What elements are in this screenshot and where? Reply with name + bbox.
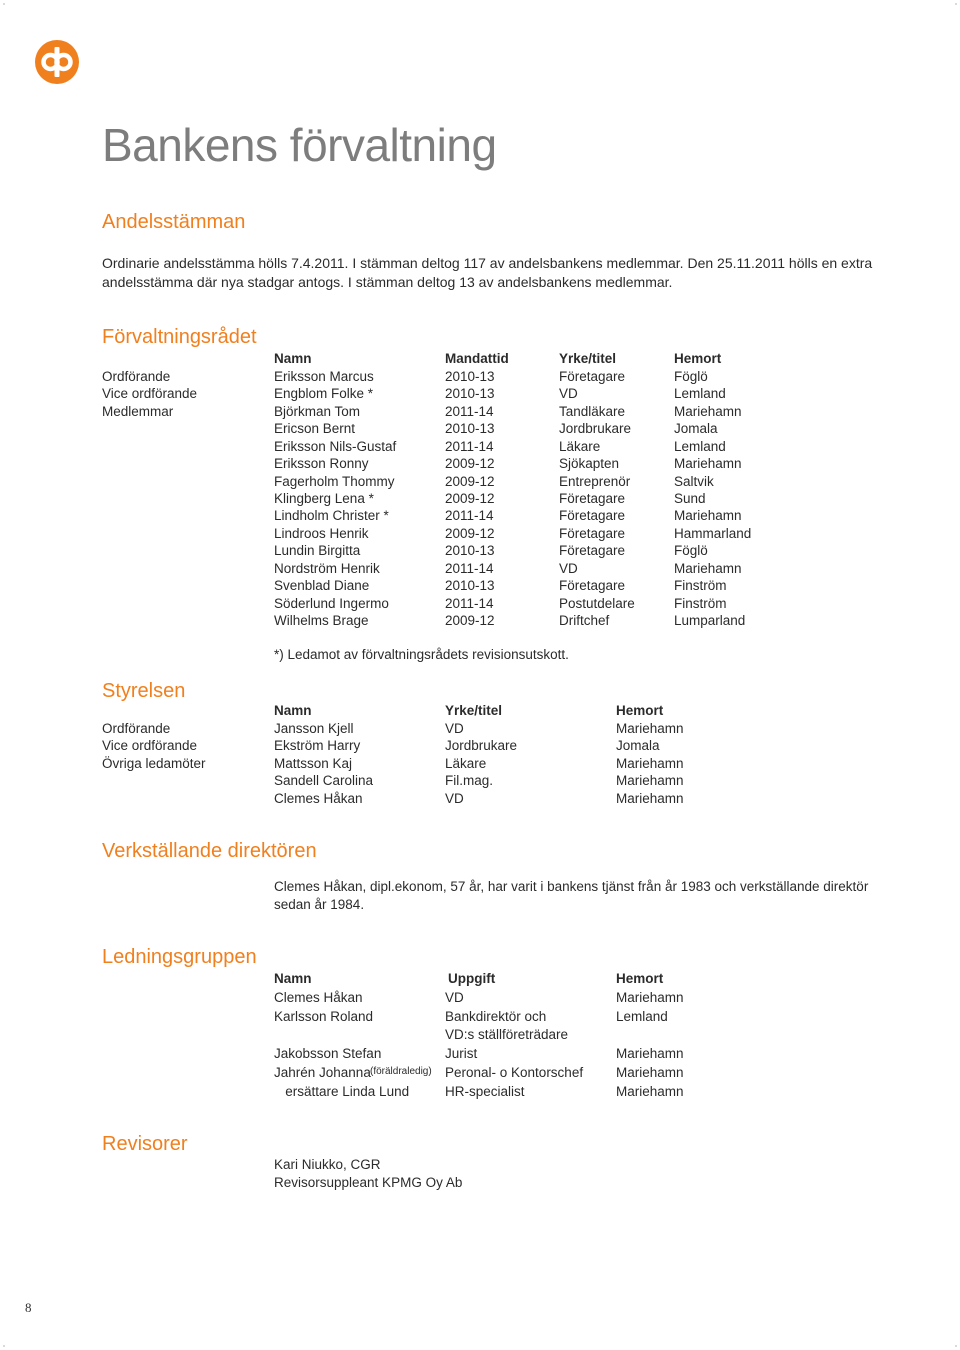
revisorer-line: Kari Niukko, CGR	[274, 1157, 381, 1172]
forvaltningsradet-footnote: *) Ledamot av förvaltningsrådets revisionsutskott.	[274, 647, 569, 662]
header-uppgift: Uppgift	[448, 971, 496, 986]
board-name: Mattsson Kaj	[274, 755, 353, 771]
member-city: Saltvik	[674, 473, 714, 489]
member-city: Mariehamn	[674, 403, 742, 419]
member-title: Företagare	[559, 525, 626, 541]
management-name: Clemes Håkan	[274, 990, 363, 1005]
board-city: Jomala	[616, 738, 660, 754]
role-label: Vice ordförande	[102, 386, 198, 402]
management-task: Jurist	[445, 1046, 478, 1061]
member-name: Eriksson Marcus	[274, 369, 374, 384]
header-hemort: Hemort	[674, 351, 722, 366]
member-mandate: 2010-13	[445, 369, 495, 384]
vd-text-line2: sedan år 1984.	[274, 897, 365, 912]
management-task: Peronal- o Kontorschef	[445, 1065, 584, 1080]
crop-mark	[955, 1345, 957, 1347]
role-label: Övriga ledamöter	[102, 755, 206, 771]
member-city: Hammarland	[674, 525, 752, 541]
member-title: Sjökapten	[559, 456, 620, 472]
member-title: Företagare	[559, 508, 626, 524]
board-name: Jansson Kjell	[274, 721, 354, 736]
andelsstamman-text-line1: Ordinarie andelsstämma hölls 7.4.2011. I stämman deltog 117 av andelsbankens medlemmar. Den 25.11.2011 hölls en extra	[102, 255, 873, 271]
management-name: Karlsson Roland	[274, 1009, 374, 1024]
header-namn: Namn	[274, 971, 312, 986]
board-name: Sandell Carolina	[274, 773, 374, 789]
member-mandate: 2009-12	[445, 613, 495, 629]
member-name: Lindroos Henrik	[274, 525, 369, 541]
member-mandate: 2010-13	[445, 386, 495, 402]
page-title: Bankens förvaltning	[102, 119, 497, 171]
member-title: Driftchef	[559, 613, 610, 629]
header-mandattid: Mandattid	[445, 351, 509, 366]
role-label: Vice ordförande	[102, 738, 198, 754]
member-name: Wilhelms Brage	[274, 613, 369, 629]
board-city: Mariehamn	[616, 790, 684, 806]
member-name: Eriksson Ronny	[274, 456, 369, 472]
management-task: VD:s ställföreträdare	[445, 1027, 569, 1042]
board-city: Mariehamn	[616, 721, 684, 736]
member-city: Lemland	[674, 438, 726, 454]
board-name: Clemes Håkan	[274, 790, 363, 806]
board-city: Mariehamn	[616, 773, 684, 789]
member-name: Klingberg Lena *	[274, 491, 374, 506]
management-name: Jahrén Johanna	[274, 1065, 371, 1080]
member-name: Söderlund Ingermo	[274, 595, 389, 611]
member-title: Jordbrukare	[559, 421, 632, 437]
board-title: Fil.mag.	[445, 773, 494, 789]
member-name: Björkman Tom	[274, 403, 361, 419]
member-mandate: 2011-14	[445, 438, 494, 454]
board-title: Jordbrukare	[445, 738, 518, 754]
section-heading-revisorer: Revisorer	[102, 1133, 188, 1155]
member-title: Företagare	[559, 369, 626, 384]
member-city: Föglö	[674, 543, 708, 559]
member-title: VD	[559, 386, 578, 402]
member-title: VD	[559, 560, 578, 576]
member-name: Fagerholm Thommy	[274, 473, 395, 489]
management-city: Mariehamn	[616, 1065, 684, 1080]
management-task: VD	[445, 990, 464, 1005]
header-hemort: Hemort	[616, 971, 664, 986]
member-city: Finström	[674, 578, 727, 594]
board-title: VD	[445, 790, 464, 806]
page-number: 8	[25, 1300, 32, 1315]
member-city: Mariehamn	[674, 456, 742, 472]
board-title: Läkare	[445, 755, 487, 771]
member-title: Företagare	[559, 578, 626, 594]
crop-mark	[955, 3, 957, 5]
management-task: HR-specialist	[445, 1084, 525, 1099]
header-hemort: Hemort	[616, 703, 664, 718]
board-title: VD	[445, 721, 464, 736]
member-city: Finström	[674, 595, 727, 611]
member-name: Svenblad Diane	[274, 578, 370, 594]
revisorer-line: Revisorsuppleant KPMG Oy Ab	[274, 1175, 463, 1190]
op-bank-logo-icon	[35, 40, 79, 84]
member-mandate: 2011-14	[445, 403, 494, 419]
member-title: Tandläkare	[559, 403, 626, 419]
member-name: Ericson Bernt	[274, 421, 356, 437]
management-city: Mariehamn	[616, 990, 684, 1005]
board-name: Ekström Harry	[274, 738, 361, 754]
crop-mark	[3, 3, 5, 5]
header-namn: Namn	[274, 351, 312, 366]
member-title: Läkare	[559, 438, 601, 454]
management-note: (föräldraledig)	[370, 1066, 432, 1077]
section-heading-andelsstamman: Andelsstämman	[102, 211, 246, 233]
crop-mark	[3, 1345, 5, 1347]
member-mandate: 2010-13	[445, 421, 495, 437]
section-heading-forvaltningsradet: Förvaltningsrådet	[102, 326, 257, 348]
header-yrke: Yrke/titel	[559, 351, 617, 366]
section-heading-vd: Verkställande direktören	[102, 840, 317, 862]
member-mandate: 2011-14	[445, 595, 494, 611]
member-name: Lundin Birgitta	[274, 543, 361, 559]
andelsstamman-text-line2: andelsstämma där nya stadgar antogs. I stämman deltog 13 av andelsbankens medlemmar.	[102, 274, 673, 290]
member-mandate: 2011-14	[445, 508, 494, 524]
header-yrke: Yrke/titel	[445, 703, 503, 718]
management-city: Mariehamn	[616, 1084, 684, 1099]
management-name: Jakobsson Stefan	[274, 1046, 382, 1061]
role-label: Medlemmar	[102, 403, 174, 419]
management-city: Lemland	[616, 1009, 668, 1024]
header-namn: Namn	[274, 703, 312, 718]
member-title: Företagare	[559, 491, 626, 506]
member-name: Lindholm Christer *	[274, 508, 389, 524]
member-city: Jomala	[674, 421, 718, 437]
member-name: Nordström Henrik	[274, 560, 380, 576]
management-task: Bankdirektör och	[445, 1009, 547, 1024]
board-city: Mariehamn	[616, 755, 684, 771]
member-name: Eriksson Nils-Gustaf	[274, 438, 397, 454]
management-name: ersättare Linda Lund	[274, 1084, 410, 1099]
member-mandate: 2009-12	[445, 525, 495, 541]
role-label: Ordförande	[102, 721, 171, 736]
member-title: Postutdelare	[559, 595, 635, 611]
member-mandate: 2010-13	[445, 578, 495, 594]
member-mandate: 2011-14	[445, 560, 494, 576]
role-label: Ordförande	[102, 369, 171, 384]
section-heading-styrelsen: Styrelsen	[102, 680, 186, 702]
member-city: Sund	[674, 491, 706, 506]
member-title: Företagare	[559, 543, 626, 559]
member-city: Mariehamn	[674, 508, 742, 524]
member-name: Engblom Folke *	[274, 386, 374, 402]
member-city: Föglö	[674, 369, 708, 384]
member-mandate: 2009-12	[445, 473, 495, 489]
member-city: Mariehamn	[674, 560, 742, 576]
management-city: Mariehamn	[616, 1046, 684, 1061]
member-mandate: 2010-13	[445, 543, 495, 559]
member-mandate: 2009-12	[445, 456, 495, 472]
member-title: Entreprenör	[559, 473, 631, 489]
vd-text-line1: Clemes Håkan, dipl.ekonom, 57 år, har varit i bankens tjänst från år 1983 och verkställande direktör	[274, 879, 869, 894]
member-city: Lemland	[674, 386, 726, 402]
member-mandate: 2009-12	[445, 491, 495, 506]
member-city: Lumparland	[674, 613, 746, 629]
section-heading-ledningsgruppen: Ledningsgruppen	[102, 946, 257, 968]
